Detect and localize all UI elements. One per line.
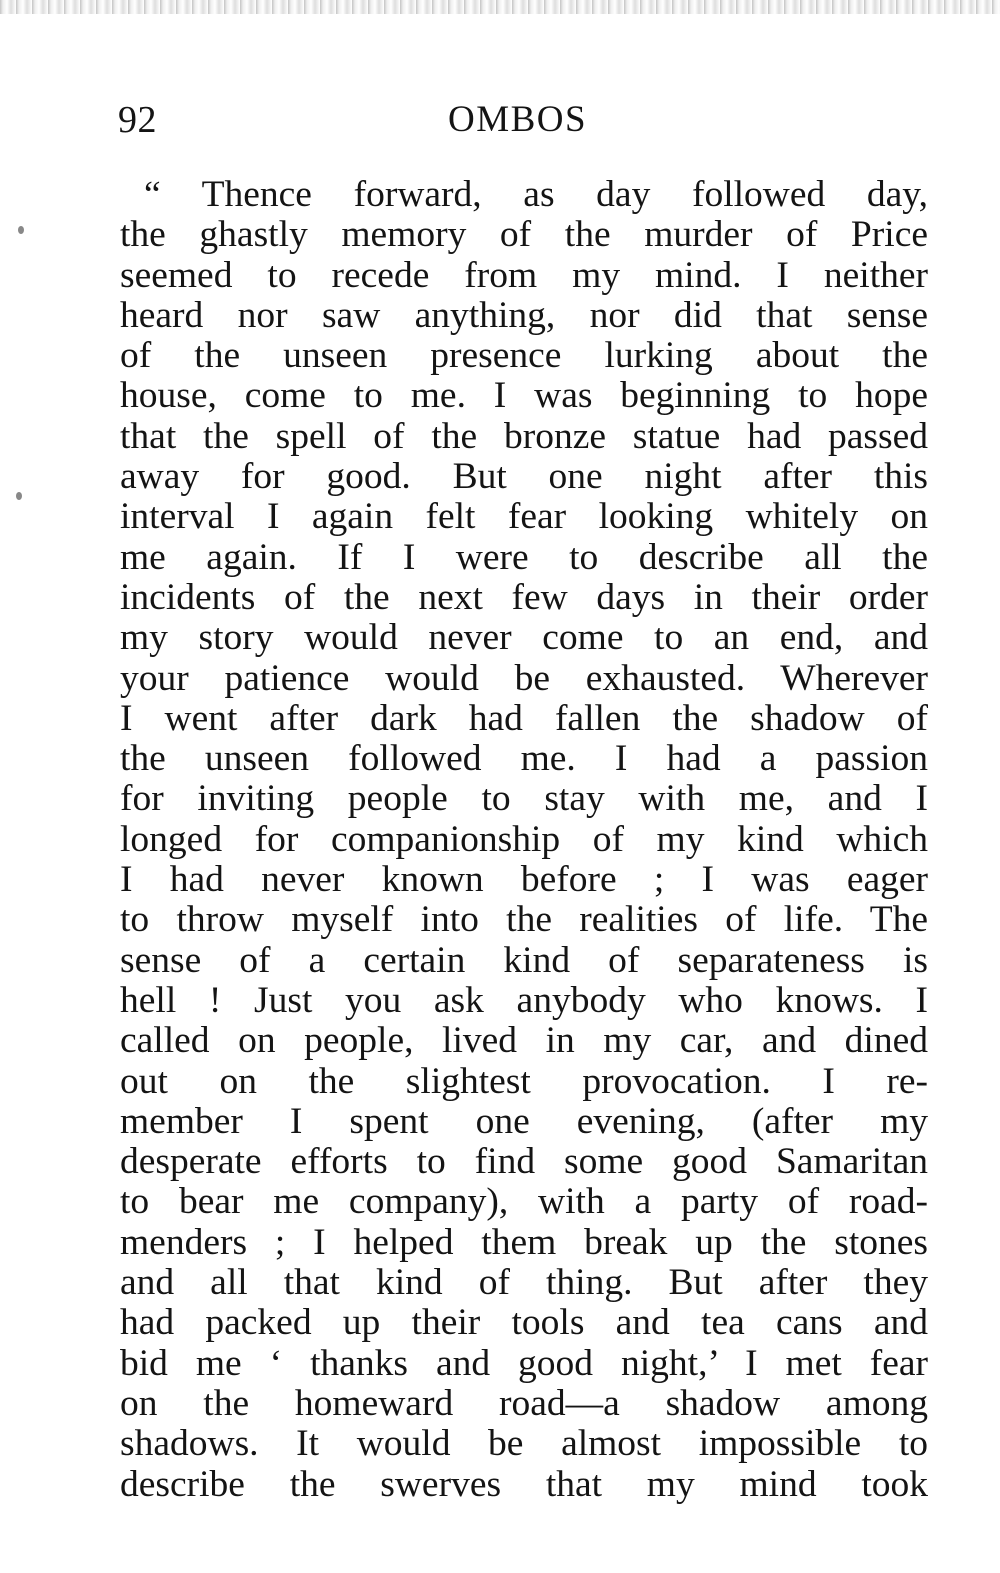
body-text	[120, 175, 928, 1505]
scan-edge-noise	[0, 0, 1000, 14]
text-line: house, come to me. I was beginning to hope	[120, 375, 928, 417]
text-line: the ghastly memory of the murder of Price	[120, 214, 928, 256]
text-line: bid me ‘ thanks and good night,’ I met fear	[120, 1342, 928, 1384]
text-line: called on people, lived in my car, and dined	[120, 1020, 928, 1062]
margin-speck	[18, 226, 24, 234]
text-line: sense of a certain kind of separateness is	[120, 939, 928, 981]
page-header	[118, 98, 930, 146]
text-line: my story would never come to an end, and	[120, 617, 928, 659]
text-line: your patience would be exhausted. Wherever	[120, 657, 928, 699]
text-line: hell ! Just you ask anybody who knows. I	[120, 979, 928, 1021]
text-line: menders ; I helped them break up the stones	[120, 1221, 928, 1263]
text-line: desperate efforts to find some good Samaritan	[120, 1141, 928, 1183]
text-line: I had never known before ; I was eager	[120, 859, 928, 901]
text-line: I went after dark had fallen the shadow of	[120, 697, 928, 739]
text-line: that the spell of the bronze statue had passed	[120, 415, 928, 457]
text-line: to bear me company), with a party of road-	[120, 1181, 928, 1223]
text-line: me again. If I were to describe all the	[120, 536, 928, 578]
text-line: away for good. But one night after this	[120, 456, 928, 498]
text-line: incidents of the next few days in their order	[120, 576, 928, 618]
text-line: seemed to recede from my mind. I neither	[120, 254, 928, 296]
text-line: for inviting people to stay with me, and I	[120, 778, 928, 820]
text-line: to throw myself into the realities of life. The	[120, 899, 928, 941]
text-line: heard nor saw anything, nor did that sense	[120, 294, 928, 336]
text-line: describe the swerves that my mind took	[120, 1463, 928, 1505]
text-line: of the unseen presence lurking about the	[120, 335, 928, 377]
text-line: had packed up their tools and tea cans and	[120, 1302, 928, 1344]
text-line: out on the slightest provocation. I re-	[120, 1060, 928, 1102]
text-line: longed for companionship of my kind which	[120, 818, 928, 860]
text-line: “ Thence forward, as day followed day,	[144, 174, 928, 215]
text-line: and all that kind of thing. But after they	[120, 1262, 928, 1304]
text-line: on the homeward road—a shadow among	[120, 1382, 928, 1424]
text-line: member I spent one evening, (after my	[120, 1100, 928, 1142]
margin-speck	[16, 492, 22, 500]
running-title: OMBOS	[448, 99, 588, 140]
page-number: 92	[118, 99, 157, 141]
text-line: the unseen followed me. I had a passion	[120, 738, 928, 780]
text-line: shadows. It would be almost impossible to	[120, 1423, 928, 1465]
text-line: interval I again felt fear looking whitely on	[120, 496, 928, 538]
